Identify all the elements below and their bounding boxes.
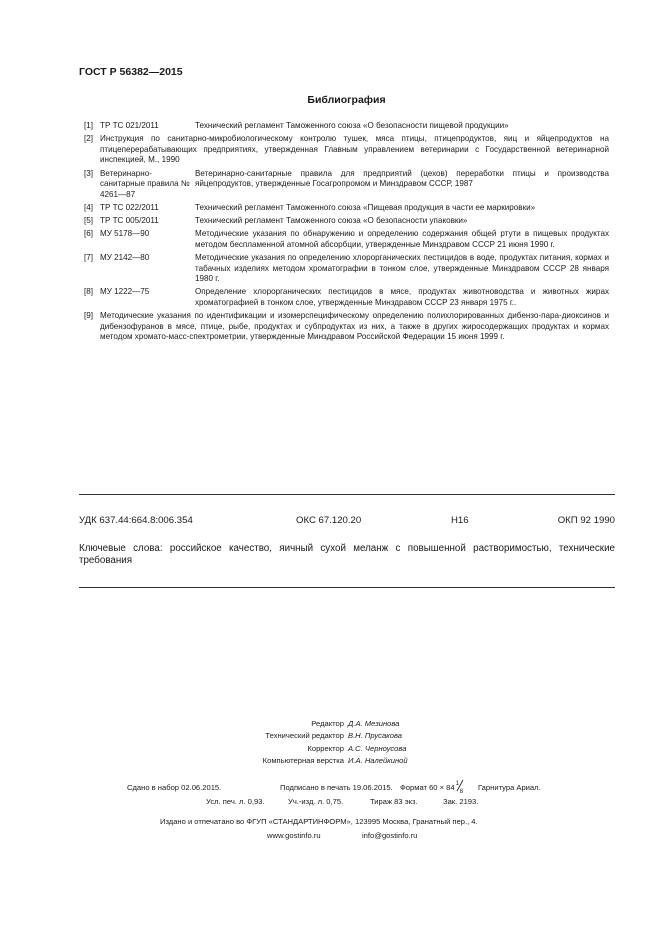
oks-code: ОКС 67.120.20: [296, 515, 362, 526]
publisher-email: info@gostinfo.ru: [362, 831, 418, 840]
bibliography-list: [84, 121, 609, 346]
bib-entry-number: [1]: [84, 121, 93, 130]
bib-entry: [84, 203, 609, 214]
bib-entry: [84, 169, 609, 201]
bib-entry: [84, 216, 609, 227]
order-number: Зак. 2193.: [443, 797, 479, 806]
bib-entry-number: [8]: [84, 287, 93, 297]
bib-entry-number: [3]: [84, 168, 93, 178]
bib-entry-number: [9]: [84, 311, 93, 321]
bib-entry: [84, 253, 609, 285]
keywords: Ключевые слова: российское качество, яичный сухой меланж с повышенной растворимостью, технические требования: [79, 543, 615, 567]
format-fraction: [455, 781, 465, 795]
bib-entry-text: Инструкция по санитарно-микробиологическому контролю тушек, мяса птицы, птицепродуктов, яиц и яйцепродуктов на птицеперерабатывающих предприятиях, утвержденная Главным управлением ветеринарии с Государственной ветеринарной инспекцией, М., 1990: [100, 134, 609, 165]
bib-entry: [84, 121, 609, 132]
bib-entry-text: Ветеринарно-санитарные правила для предприятий (цехов) переработки птицы и производства яйцепродуктов, утвержденные Госагропромом и Минздравом СССР, 1987: [195, 168, 609, 189]
bib-entry-code: ТР ТС 021/2011: [100, 121, 159, 130]
print-run: Тираж 83 экз.: [370, 797, 418, 806]
document-header: ГОСТ Р 56382—2015: [79, 66, 183, 78]
bib-entry-code: МУ 1222—75: [100, 287, 150, 297]
credit-line: [0, 730, 661, 742]
bib-entry-code: МУ 5178—90: [100, 229, 150, 239]
submitted-date: Сдано в набор 02.06.2015.: [127, 783, 222, 792]
bib-entry-text: Методические указания по обнаружению и определению содержания общей ртути в пищевых продуктах методом беспламенной атомной абсорбции, утвержденные Минздравом СССР 21 июня 1990 г.: [195, 229, 609, 249]
bib-entry-code: Ветеринарно-санитарные правила № 4261—87: [100, 168, 190, 199]
bib-entry-number: [7]: [84, 253, 93, 263]
bib-entry-text: Технический регламент Таможенного союза «О безопасности пищевой продукции»: [195, 121, 509, 130]
bibliography-title: [0, 94, 661, 106]
credit-role: Редактор: [311, 719, 344, 728]
format-info: [400, 781, 463, 795]
bib-entry: [84, 287, 609, 308]
bib-entry-code: ТР ТС 005/2011: [100, 216, 159, 226]
group-code: Н16: [451, 515, 469, 526]
publisher-website: www.gostinfo.ru: [267, 831, 321, 840]
print-sheets: Усл. печ. л. 0,93.: [206, 797, 265, 806]
bottom-divider: [79, 587, 615, 588]
credit-name: В.Н. Прусакова: [348, 731, 402, 741]
bib-entry-number: [5]: [84, 216, 93, 226]
okp-code: ОКП 92 1990: [557, 515, 615, 526]
bib-entry: [84, 311, 609, 343]
credit-role: Корректор: [307, 743, 344, 753]
bibliography-title-text: Библиография: [307, 94, 386, 106]
credit-role: Компьютерная верстка: [262, 755, 344, 765]
bib-entry-text: Определение хлорорганических пестицидов в мясе, продуктах животноводства и животных жирах хроматографией в тонком слое, утвержденные Минздравом СССР 23 января 1975 г..: [195, 287, 609, 308]
format-label: Формат 60 × 84: [400, 783, 455, 792]
bib-entry-number: [4]: [84, 202, 93, 212]
bib-entry-code: ТР ТС 022/2011: [100, 202, 159, 212]
credit-line: [0, 718, 661, 730]
top-divider: [79, 494, 615, 495]
publication-sheets: Уч.-изд. л. 0,75.: [288, 797, 344, 806]
credit-role: Технический редактор: [265, 731, 344, 741]
font-info: Гарнитура Ариал.: [478, 783, 541, 792]
bib-entry-text: Технический регламент Таможенного союза «Пищевая продукция в части ее маркировки»: [195, 202, 536, 212]
bib-entry-number: [6]: [84, 229, 93, 239]
publisher-line: Издано и отпечатано во ФГУП «СТАНДАРТИНФОРМ», 123995 Москва, Гранатный пер., 4.: [160, 817, 478, 826]
editorial-credits: [0, 718, 661, 767]
credit-name: А.С. Черноусова: [348, 743, 407, 753]
credit-line: [0, 755, 661, 767]
format-denominator: 8: [459, 789, 463, 795]
bib-entry-code: МУ 2142—80: [100, 253, 150, 263]
bib-entry-text: Методические указания по определению хлорорганических пестицидов в воде, продуктах питания, кормах и табачных изделиях методом хроматографии в тонком слое, утвержденные Минздравом СССР 28 января 1980 г.: [195, 253, 609, 284]
credit-line: [0, 743, 661, 755]
credit-name: Д.А. Мезинова: [348, 719, 400, 728]
credit-name: И.А. Налейкиной: [348, 755, 408, 765]
bib-entry-text: Методические указания по идентификации и изомерспецифическому определению полихлорированных дибензо-пара-диоксинов и дибензофуранов в мясе, птице, рыбе, продуктах и субпродуктах из них, а также в других жиросодержащих продуктах и кормах методом хромато-масс-спектрометрии, утвержденные Минздравом Российской Федерации 15 июня 1999 г.: [100, 311, 609, 342]
bib-entry-text: Технический регламент Таможенного союза «О безопасности упаковки»: [195, 216, 468, 226]
bib-entry: [84, 229, 609, 250]
bib-entry-number: [2]: [84, 134, 93, 144]
bib-entry: [84, 134, 609, 166]
format-numerator: 1: [455, 781, 459, 787]
udk-code: УДК 637.44:664.8:006.354: [79, 515, 193, 526]
signed-date: Подписано в печать 19.06.2015.: [280, 783, 393, 792]
